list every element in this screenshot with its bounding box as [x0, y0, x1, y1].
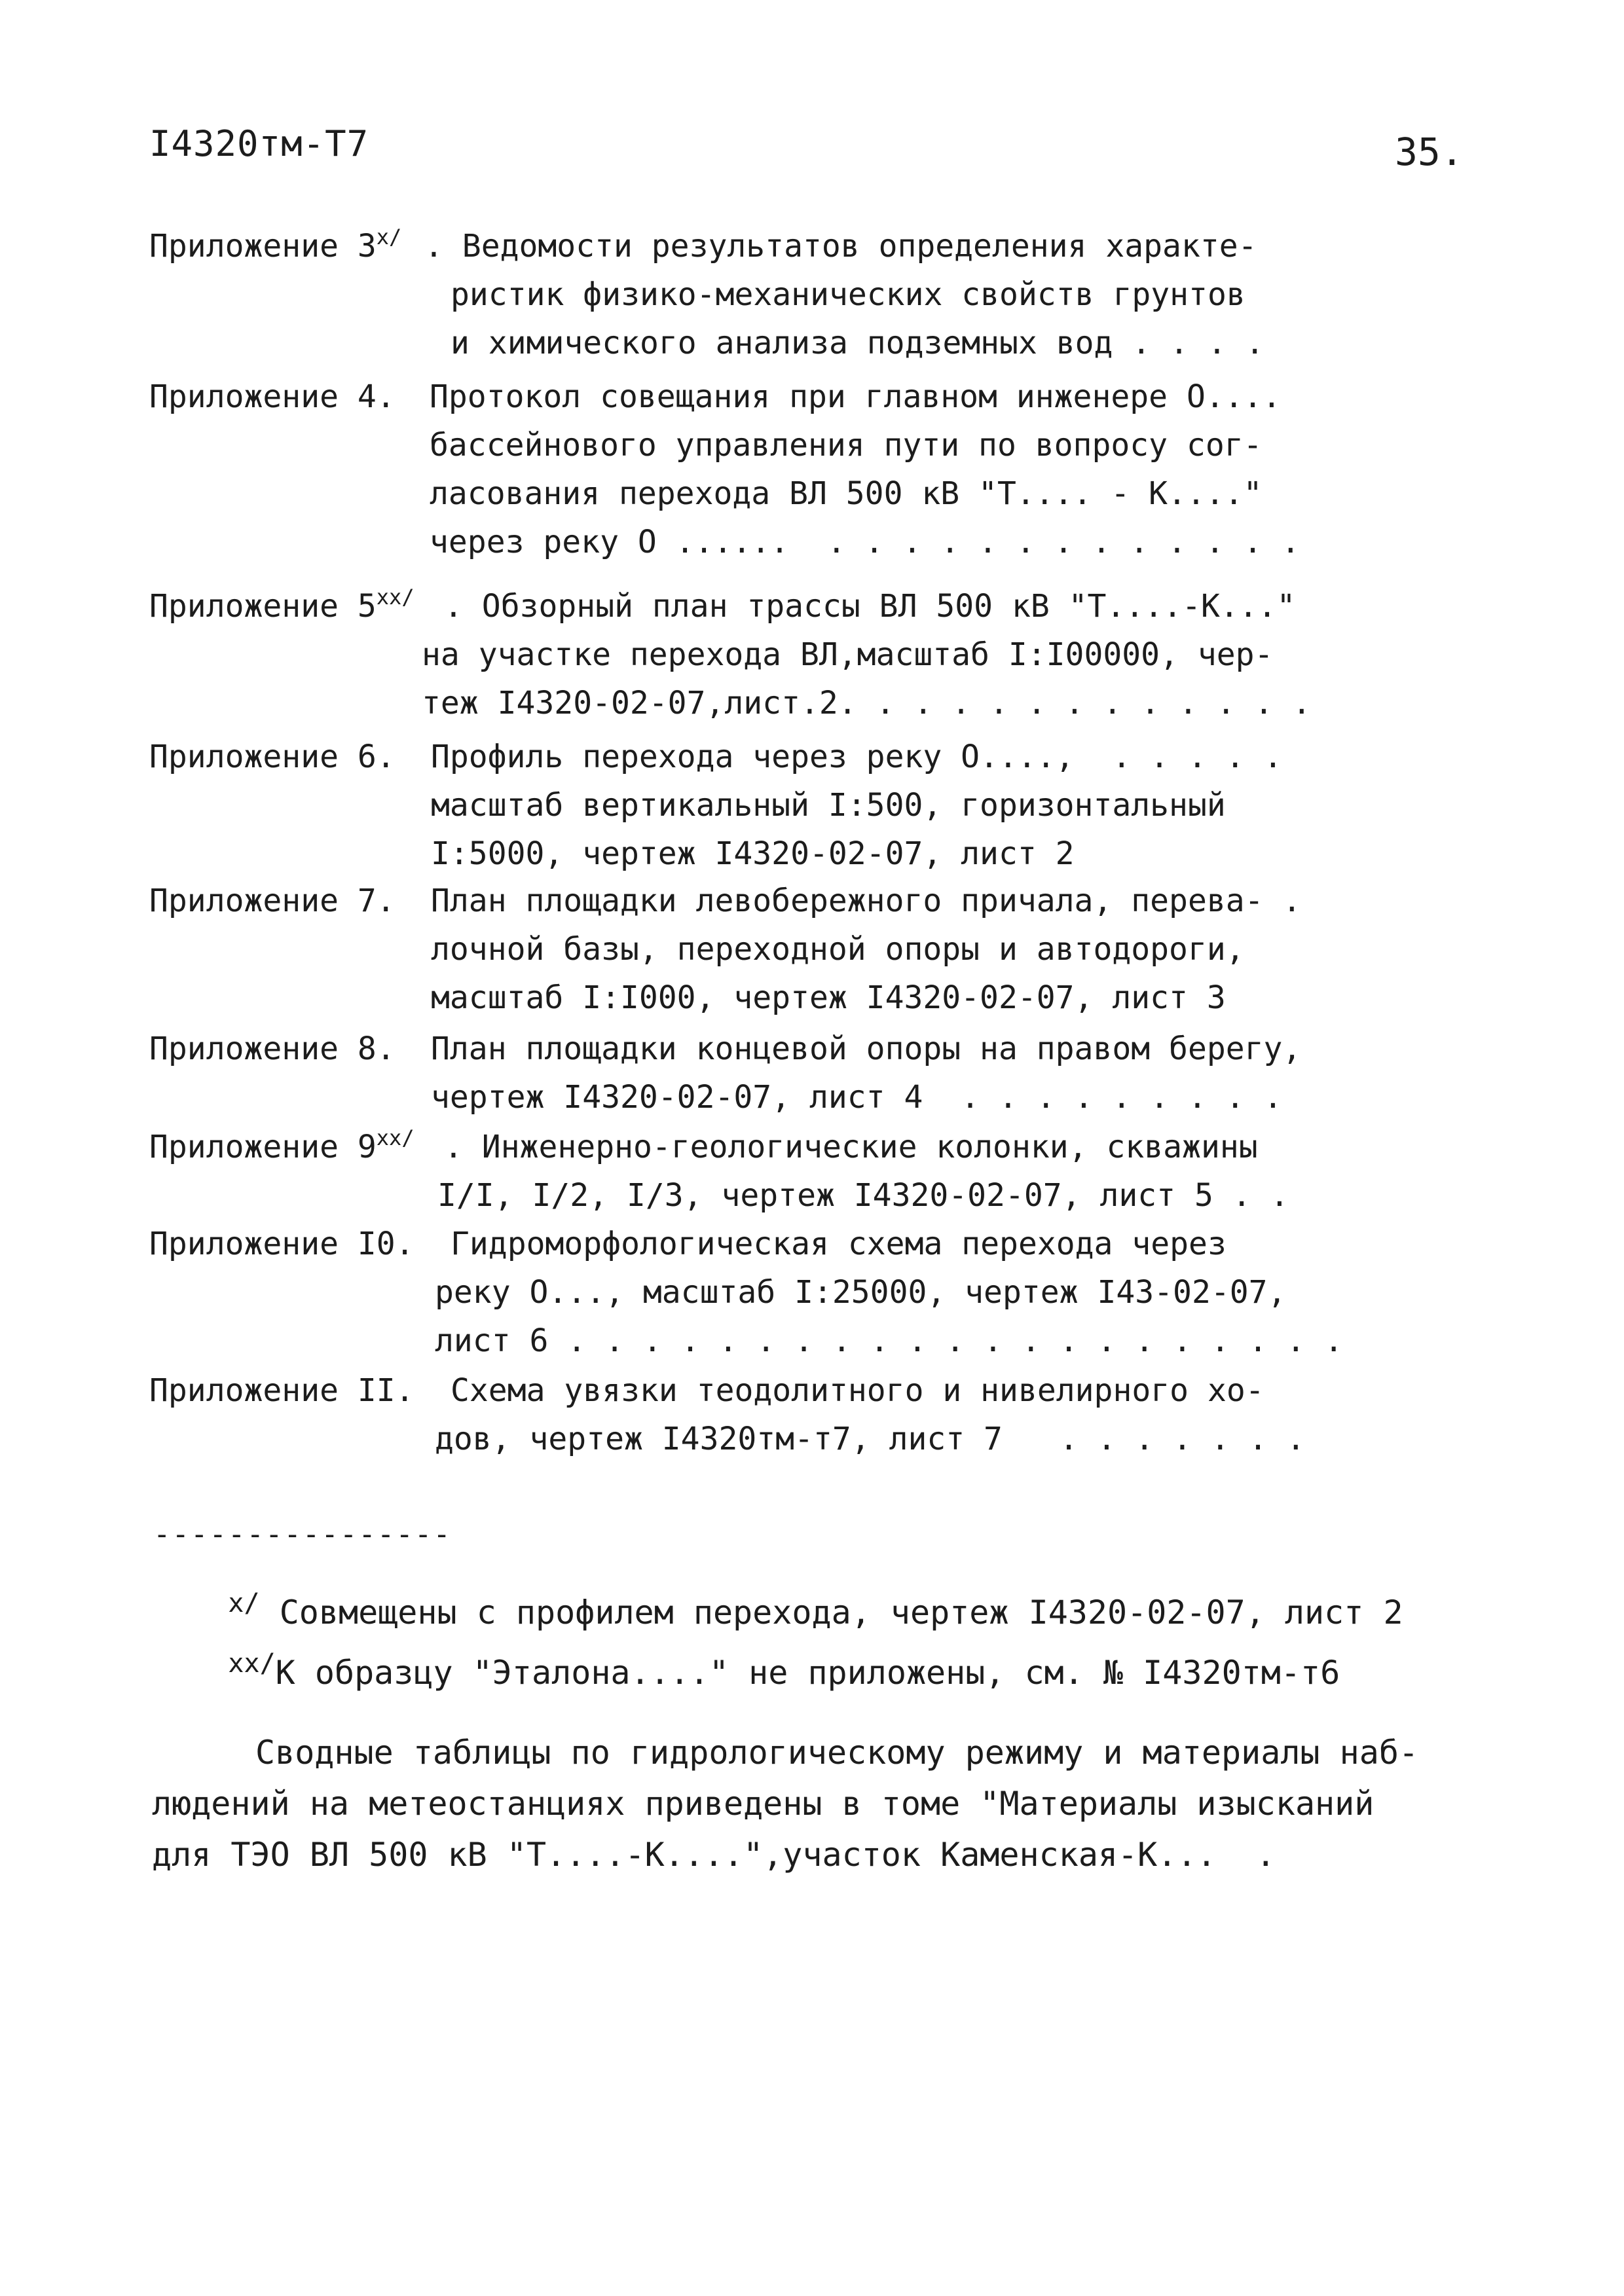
footnote-text: Совмещены с профилем перехода, чертеж I4320-02-07, лист 2	[259, 1594, 1403, 1631]
footnote-2	[149, 1616, 1340, 1730]
appendix-label: Приложение II.	[149, 1372, 415, 1409]
summary-line: Сводные таблицы по гидрологическому режиму и материалы наб-	[255, 1734, 1419, 1772]
appendix-label: Приложение I0.	[149, 1226, 415, 1262]
appendix-line: Схема увязки теодолитного и нивелирного хо-	[451, 1372, 1264, 1409]
appendix-line: I/I, I/2, I/3, чертеж I4320-02-07, лист 5 . .	[437, 1177, 1289, 1214]
appendix-line: . Ведомости результатов определения характе-	[424, 228, 1257, 264]
appendix-line: на участке перехода ВЛ,масштаб I:I00000, чер-	[422, 636, 1274, 673]
appendix-label: Приложение 6.	[149, 738, 396, 775]
page-number: 35.	[1395, 130, 1464, 174]
appendix-line: I:5000, чертеж I4320-02-07, лист 2	[431, 835, 1075, 872]
appendix-line: . Инженерно-геологические колонки, скважины	[444, 1129, 1258, 1165]
appendix-line: бассейнового управления пути по вопросу сог-	[430, 427, 1263, 464]
appendix-line: ласования перехода ВЛ 500 кВ "Т.... - К...."	[430, 475, 1263, 512]
appendix-label: Приложение $9^{xx/}$	[149, 1125, 415, 1165]
summary-line: для ТЭО ВЛ 500 кВ "Т....-К....",участок Каменская-К... .	[152, 1836, 1276, 1874]
appendix-line: масштаб I:I000, чертеж I4320-02-07, лист 3	[431, 979, 1226, 1016]
appendix-label: Приложение $3^{x/}$	[149, 225, 402, 264]
appendix-label: Приложение 8.	[149, 1030, 396, 1067]
appendix-line: План площадки концевой опоры на правом берегу,	[431, 1030, 1302, 1067]
document-code: I4320тм-Т7	[149, 123, 369, 164]
footnote-separator: ----------------	[153, 1518, 452, 1551]
footnote-text: К образцу "Эталона...." не приложены, см. № I4320тм-т6	[275, 1654, 1340, 1692]
appendix-line: ристик физико-механических свойств грунтов	[451, 276, 1246, 313]
appendix-line: лочной базы, переходной опоры и автодороги,	[431, 931, 1245, 968]
appendix-line: План площадки левобережного причала, перева- .	[431, 883, 1302, 919]
appendix-line: дов, чертеж I4320тм-т7, лист 7 . . . . . . .	[435, 1421, 1306, 1457]
appendix-line: чертеж I4320-02-07, лист 4 . . . . . . . . .	[431, 1079, 1283, 1116]
appendix-line: Гидроморфологическая схема перехода через	[451, 1226, 1227, 1262]
appendix-label: Приложение 7.	[149, 883, 396, 919]
appendix-line: масштаб вертикальный I:500, горизонтальный	[431, 787, 1226, 824]
appendix-label: Приложение 4.	[149, 378, 396, 415]
summary-line: людений на метеостанциях приведены в томе "Материалы изысканий	[152, 1785, 1375, 1823]
appendix-line: Протокол совещания при главном инженере О....	[430, 378, 1282, 415]
appendix-label: Приложение $5^{xx/}$	[149, 585, 415, 625]
appendix-line: и химического анализа подземных вод . . . .	[451, 325, 1264, 361]
appendix-line: реку О..., масштаб I:25000, чертеж I43-02-07,	[435, 1274, 1287, 1311]
appendix-line: через реку О ...... . . . . . . . . . . . . .	[430, 524, 1301, 560]
appendix-line: Профиль перехода через реку О...., . . . . .	[431, 738, 1283, 775]
footnote-mark: xx/	[228, 1649, 276, 1679]
appendix-line: лист 6 . . . . . . . . . . . . . . . . . . . . .	[435, 1322, 1344, 1359]
appendix-line: теж I4320-02-07,лист.2. . . . . . . . . . . . .	[422, 685, 1312, 721]
appendix-line: . Обзорный план трассы ВЛ 500 кВ "Т....-К..."	[444, 588, 1296, 625]
footnote-mark: x/	[228, 1588, 260, 1618]
